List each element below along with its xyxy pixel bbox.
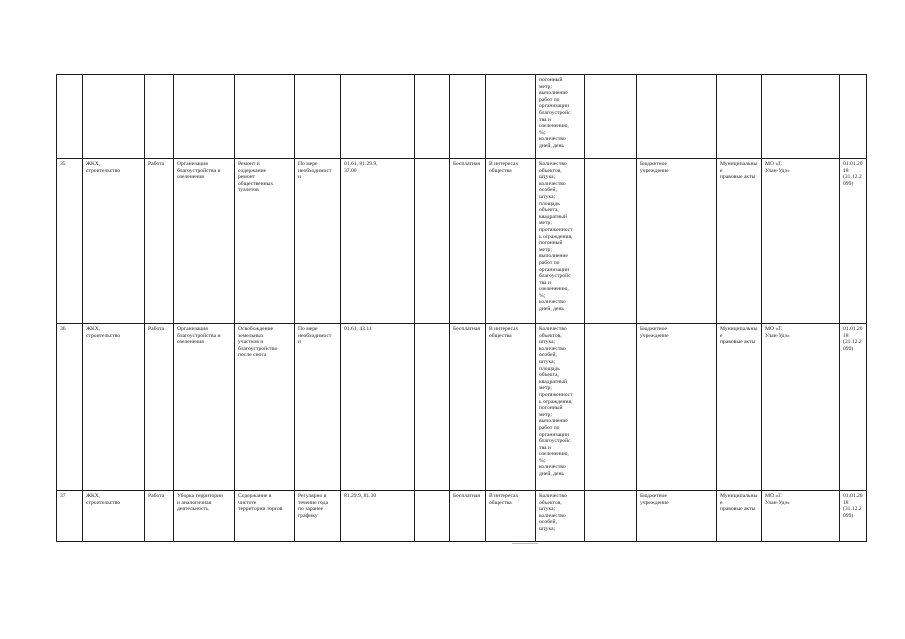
cell-free-paid [450, 75, 486, 159]
cell-sphere: ЖКХ, строительство [83, 324, 145, 491]
municipality-text: МО «Г. Улан-Удэ» [765, 161, 790, 174]
cell-type: Работа [145, 159, 174, 324]
cell-sphere: ЖКХ, строительство [83, 159, 145, 324]
cell-empty [415, 159, 450, 324]
cell-empty [585, 75, 637, 159]
cell-condition [235, 75, 295, 159]
cell-measures: Количество объектов, штука; количество особей, штука; площадь объекта, квадратный метр; протяженност ь ограждения, погонный метр; выполнение работ по организации благоустройс тва и озеленению, %; количество дней, день [536, 159, 585, 324]
cell-consumers: В интересах общества [486, 491, 536, 542]
cell-sphere [83, 75, 145, 159]
cell-okved: 81.29.9, 81.30 [341, 491, 415, 542]
cell-sphere: ЖКХ, строительство [83, 491, 145, 542]
cell-municipality [762, 491, 840, 542]
cell-okved: 01.61, 81.29.9, 37.00 [341, 159, 415, 324]
cell-free-paid: Бесплатная [450, 159, 486, 324]
cell-empty [415, 75, 450, 159]
table-row [57, 491, 867, 542]
cell-municipality [762, 75, 840, 159]
dates-text: 01.01.2018 (31.12.2099) [843, 326, 863, 352]
table-row [57, 75, 867, 159]
dates-text: 01.01.2018 (31.12.2099) [843, 161, 863, 187]
cell-empty [585, 491, 637, 542]
cell-consumers [486, 75, 536, 159]
services-register-table [56, 74, 867, 542]
cell-measures: Количество объектов, штука; количество особей, штука; площадь объекта, квадратный метр; протяженност ь ограждения, погонный метр; выполнение работ по организации благоустройс тва и озеленению, %; количество дней, день [536, 324, 585, 491]
cell-okved [341, 75, 415, 159]
cell-type: Работа [145, 324, 174, 491]
cell-condition: Содержание в чистоте территории торгов [235, 491, 295, 542]
cell-legal-acts: Муниципальные правовые акты [717, 324, 762, 491]
cell-num: 36 [57, 324, 83, 491]
cell-content [174, 75, 235, 159]
cell-type [145, 75, 174, 159]
cell-institution: Бюджетное учреждение [637, 159, 717, 324]
cell-frequency [295, 75, 341, 159]
cell-legal-acts: Муниципальные правовые акты [717, 159, 762, 324]
cell-empty [585, 324, 637, 491]
cell-empty [585, 159, 637, 324]
cell-okved: 01.61, 43.11 [341, 324, 415, 491]
cell-measures: Количество объектов, штука; количество особей, штука; [536, 491, 585, 542]
cell-condition: Освобождение земельных участков и благоустройство после сноса [235, 324, 295, 491]
cell-content: Уборка территории и аналогичная деятельность [174, 491, 235, 542]
cell-free-paid: Бесплатная [450, 491, 486, 542]
scan-mark [512, 543, 538, 544]
cell-frequency: По мере необходимост и [295, 159, 341, 324]
table-row [57, 159, 867, 324]
cell-dates [840, 491, 867, 542]
cell-content: Организация благоустройства и озеленения [174, 159, 235, 324]
cell-content: Организация благоустройства и озеленения [174, 324, 235, 491]
cell-legal-acts [717, 75, 762, 159]
municipality-text: МО «Г. Улан-Удэ» [765, 326, 790, 339]
cell-free-paid: Бесплатная [450, 324, 486, 491]
cell-measures: погонный метр; выполнение работ по организации благоустройс тва и озеленению, %; количество дней, день [536, 75, 585, 159]
cell-empty [415, 324, 450, 491]
municipality-text: МО «Г. Улан-Удэ» [765, 493, 790, 506]
cell-institution: Бюджетное учреждение [637, 324, 717, 491]
cell-municipality [762, 159, 840, 324]
cell-legal-acts: Муниципальные правовые акты [717, 491, 762, 542]
cell-num [57, 75, 83, 159]
cell-municipality [762, 324, 840, 491]
table-row [57, 324, 867, 491]
cell-num: 37 [57, 491, 83, 542]
cell-institution: Бюджетное учреждение [637, 491, 717, 542]
cell-num: 35 [57, 159, 83, 324]
cell-type: Работа [145, 491, 174, 542]
cell-frequency: Регулярно в течение года по заранее графику [295, 491, 341, 542]
dates-text: 01.01.2018 (31.12.2099) [843, 493, 863, 519]
cell-dates [840, 75, 867, 159]
cell-dates [840, 324, 867, 491]
cell-consumers: В интересах общества [486, 159, 536, 324]
cell-dates [840, 159, 867, 324]
cell-frequency: По мере необходимост и [295, 324, 341, 491]
cell-institution [637, 75, 717, 159]
cell-empty [415, 491, 450, 542]
cell-consumers: В интересах общества [486, 324, 536, 491]
cell-condition: Ремонт и содержание ремонт общественных туалетов [235, 159, 295, 324]
